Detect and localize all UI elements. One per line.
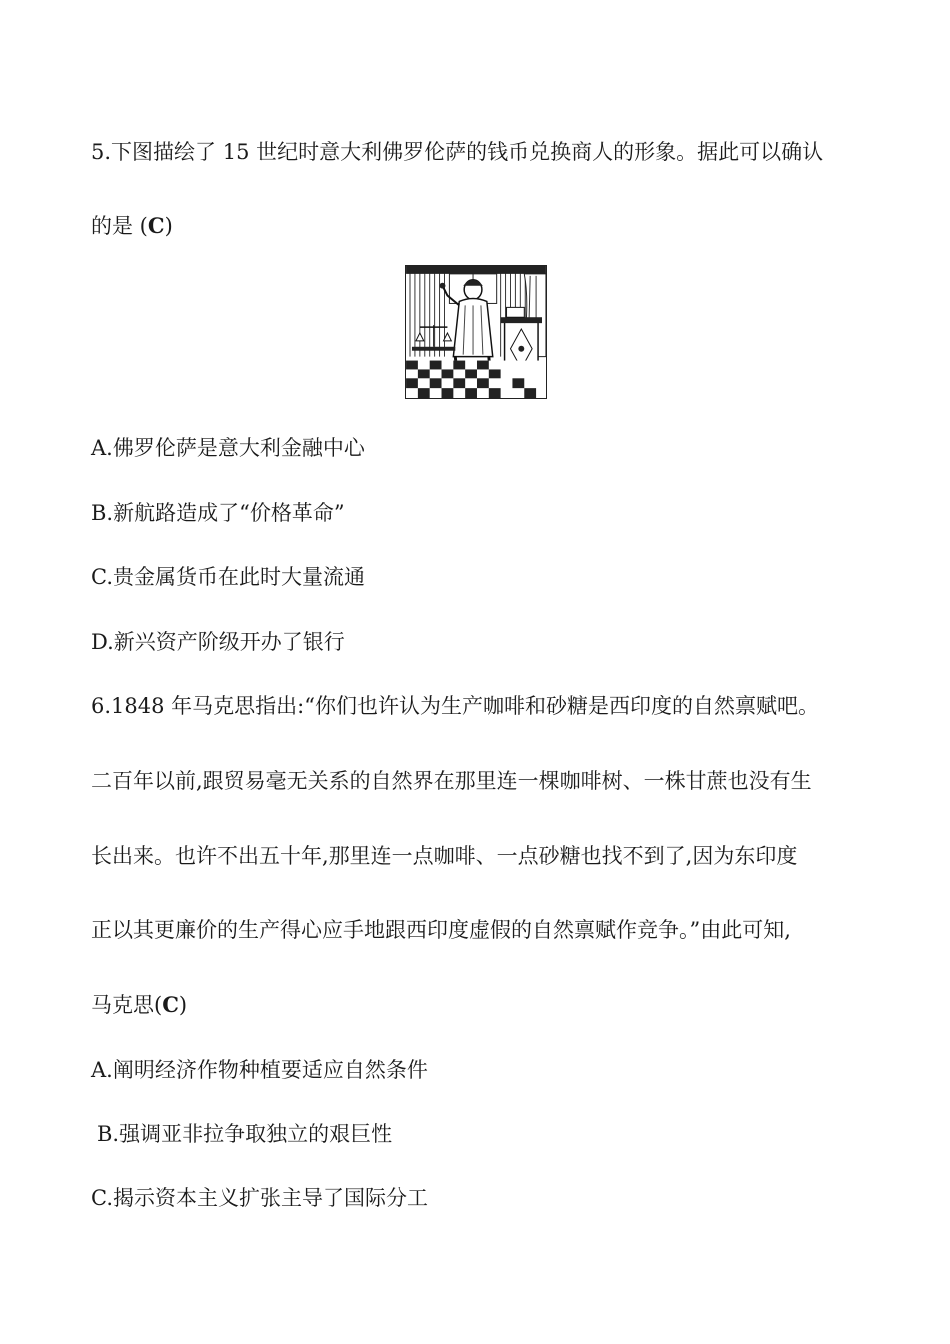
q6-stem-line-4: 正以其更廉价的生产得心应手地跟西印度虚假的自然禀赋作竞争。”由此可知, [91,918,791,942]
q6-answer: C [162,992,179,1017]
q6-stem-line-1: 6.1848 年马克思指出:“你们也许认为生产咖啡和砂糖是西印度的自然禀赋吧。 [91,694,819,718]
q5-stem-suffix: ) [164,214,173,238]
q6-stem-line-5 [91,991,187,1019]
q5-stem-line-1: 5.下图描绘了 15 世纪时意大利佛罗伦萨的钱币兑换商人的形象。据此可以确认 [91,140,824,164]
q5-stem-line-2 [91,212,173,240]
money-changer-woodcut-icon [405,265,547,399]
q6-stem-prefix: 马克思( [91,993,163,1017]
q6-stem-line-3: 长出来。也许不出五十年,那里连一点咖啡、一点砂糖也找不到了,因为东印度 [91,844,798,868]
q5-option-d: D.新兴资产阶级开办了银行 [91,630,345,654]
q6-stem-line-2: 二百年以前,跟贸易毫无关系的自然界在那里连一棵咖啡树、一株甘蔗也没有生 [91,769,812,793]
q6-option-b: B.强调亚非拉争取独立的艰巨性 [97,1122,393,1146]
q5-option-a: A.佛罗伦萨是意大利金融中心 [91,436,365,460]
q5-option-b: B.新航路造成了“价格革命” [91,501,345,525]
q6-option-c: C.揭示资本主义扩张主导了国际分工 [91,1186,428,1210]
q5-answer: C [147,213,165,238]
q6-option-a: A.阐明经济作物种植要适应自然条件 [91,1058,428,1082]
q6-stem-suffix: ) [178,993,188,1017]
q5-option-c: C.贵金属货币在此时大量流通 [91,565,365,589]
q5-stem-prefix: 的是 ( [91,214,148,238]
